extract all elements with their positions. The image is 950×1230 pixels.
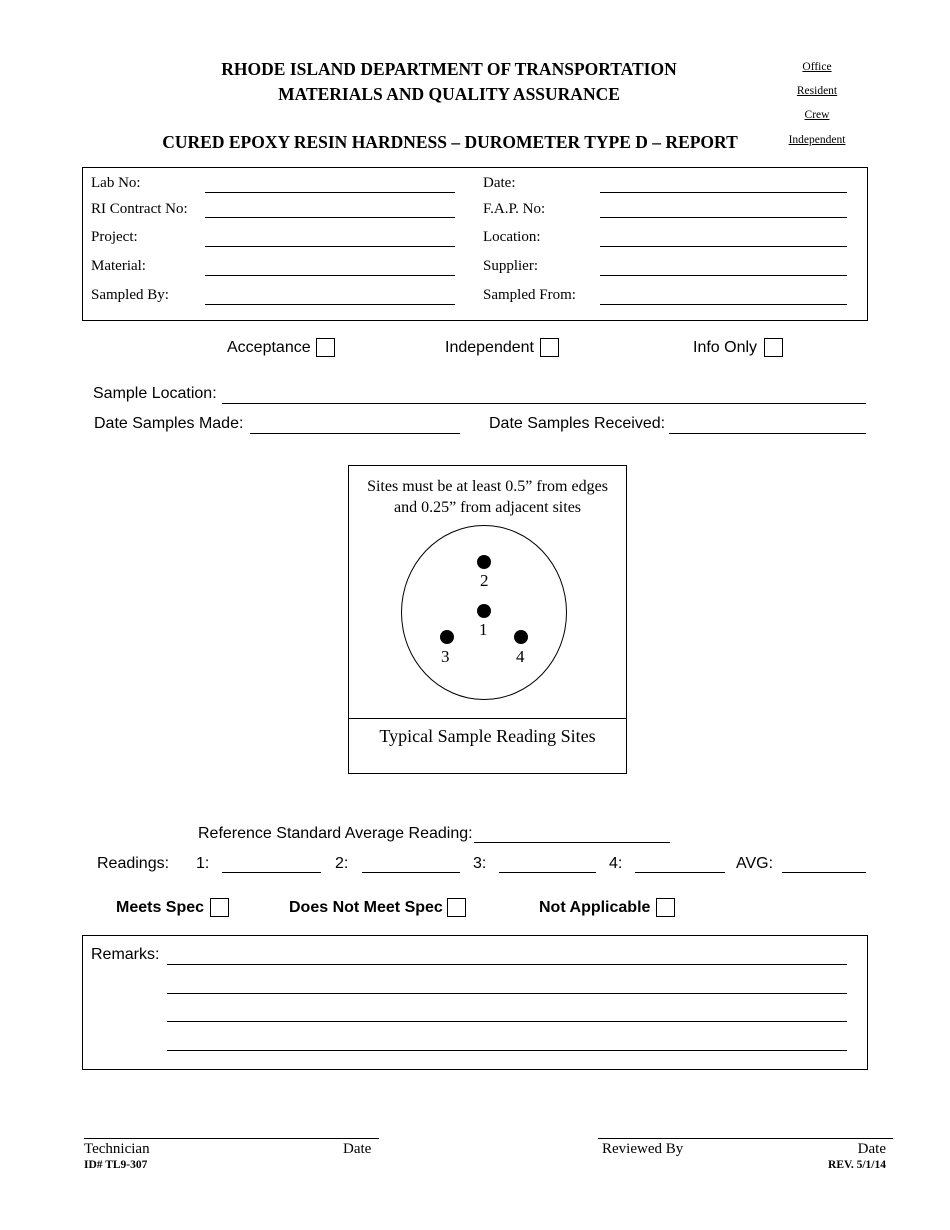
form-id: ID# TL9-307 [84, 1159, 148, 1171]
sample-location-field[interactable] [222, 403, 866, 404]
average-label: AVG: [736, 855, 774, 872]
not-applicable-label: Not Applicable [539, 899, 651, 916]
acceptance-label: Acceptance [227, 339, 311, 356]
site-spacing-note: Sites must be at least 0.5” from edges and 0.25” from adjacent sites [367, 478, 608, 516]
sampled-from-label: Sampled From: [483, 287, 576, 303]
reference-reading-field[interactable] [474, 842, 670, 843]
contract-no-label: RI Contract No: [91, 201, 188, 217]
remarks-line-3[interactable] [167, 1021, 847, 1022]
department-title: RHODE ISLAND DEPARTMENT OF TRANSPORTATION [221, 59, 677, 79]
division-title: MATERIALS AND QUALITY ASSURANCE [278, 84, 620, 104]
not-applicable-checkbox[interactable] [656, 898, 675, 917]
distribution-office: Office [802, 61, 832, 73]
material-field[interactable] [205, 275, 455, 276]
independent-checkbox[interactable] [540, 338, 559, 357]
info-box [82, 167, 868, 321]
diagram-caption: Typical Sample Reading Sites [379, 726, 596, 746]
meets-spec-checkbox[interactable] [210, 898, 229, 917]
revision-date: REV. 5/1/14 [828, 1159, 886, 1171]
project-field[interactable] [205, 246, 455, 247]
project-label: Project: [91, 229, 138, 245]
site-3-dot [440, 630, 454, 644]
date-label: Date: [483, 175, 516, 191]
material-label: Material: [91, 258, 146, 274]
remarks-line-2[interactable] [167, 993, 847, 994]
location-label: Location: [483, 229, 541, 245]
site-1-number: 1 [479, 620, 488, 639]
diagram-divider [349, 718, 626, 719]
not-meet-spec-checkbox[interactable] [447, 898, 466, 917]
distribution-independent: Independent [788, 134, 846, 146]
site-2-number: 2 [480, 571, 489, 590]
reading-4-label: 4: [609, 855, 623, 872]
reading-1-label: 1: [196, 855, 210, 872]
contract-no-field[interactable] [205, 217, 455, 218]
date-received-label: Date Samples Received: [489, 415, 666, 432]
site-2-dot [477, 555, 491, 569]
sampled-by-label: Sampled By: [91, 287, 169, 303]
not-meet-spec-label: Does Not Meet Spec [289, 899, 443, 916]
fap-no-field[interactable] [600, 217, 847, 218]
average-field[interactable] [782, 872, 866, 873]
date-field[interactable] [600, 192, 847, 193]
reading-1-field[interactable] [222, 872, 321, 873]
info-only-checkbox[interactable] [764, 338, 783, 357]
site-4-number: 4 [516, 647, 525, 666]
supplier-field[interactable] [600, 275, 847, 276]
reviewer-signature-line[interactable] [598, 1138, 893, 1139]
date-made-field[interactable] [250, 433, 460, 434]
technician-date-label: Date [343, 1141, 372, 1157]
technician-signature-line[interactable] [84, 1138, 379, 1139]
reading-3-label: 3: [473, 855, 487, 872]
remarks-line-1[interactable] [167, 964, 847, 965]
remarks-label: Remarks: [91, 946, 160, 963]
site-4-dot [514, 630, 528, 644]
reviewer-date-label: Date [857, 1141, 886, 1157]
reading-2-field[interactable] [362, 872, 460, 873]
site-3-number: 3 [441, 647, 450, 666]
lab-no-field[interactable] [205, 192, 455, 193]
sampled-by-field[interactable] [205, 304, 455, 305]
reviewed-by-label: Reviewed By [602, 1141, 684, 1157]
independent-label: Independent [445, 339, 534, 356]
supplier-label: Supplier: [483, 258, 538, 274]
sample-diagram [348, 465, 627, 774]
reference-reading-label: Reference Standard Average Reading: [198, 825, 473, 842]
reading-3-field[interactable] [499, 872, 596, 873]
distribution-crew: Crew [804, 109, 830, 121]
site-1-dot [477, 604, 491, 618]
date-received-field[interactable] [669, 433, 866, 434]
meets-spec-label: Meets Spec [116, 899, 205, 916]
reading-2-label: 2: [335, 855, 349, 872]
sample-location-label: Sample Location: [93, 385, 217, 402]
report-title: CURED EPOXY RESIN HARDNESS – DUROMETER TYPE D – REPORT [162, 132, 738, 152]
info-only-label: Info Only [693, 339, 758, 356]
acceptance-checkbox[interactable] [316, 338, 335, 357]
readings-label: Readings: [97, 855, 170, 872]
distribution-resident: Resident [796, 85, 838, 97]
remarks-line-4[interactable] [167, 1050, 847, 1051]
fap-no-label: F.A.P. No: [483, 201, 546, 217]
lab-no-label: Lab No: [91, 175, 141, 191]
technician-label: Technician [84, 1141, 150, 1157]
sampled-from-field[interactable] [600, 304, 847, 305]
reading-4-field[interactable] [635, 872, 725, 873]
date-made-label: Date Samples Made: [94, 415, 244, 432]
location-field[interactable] [600, 246, 847, 247]
